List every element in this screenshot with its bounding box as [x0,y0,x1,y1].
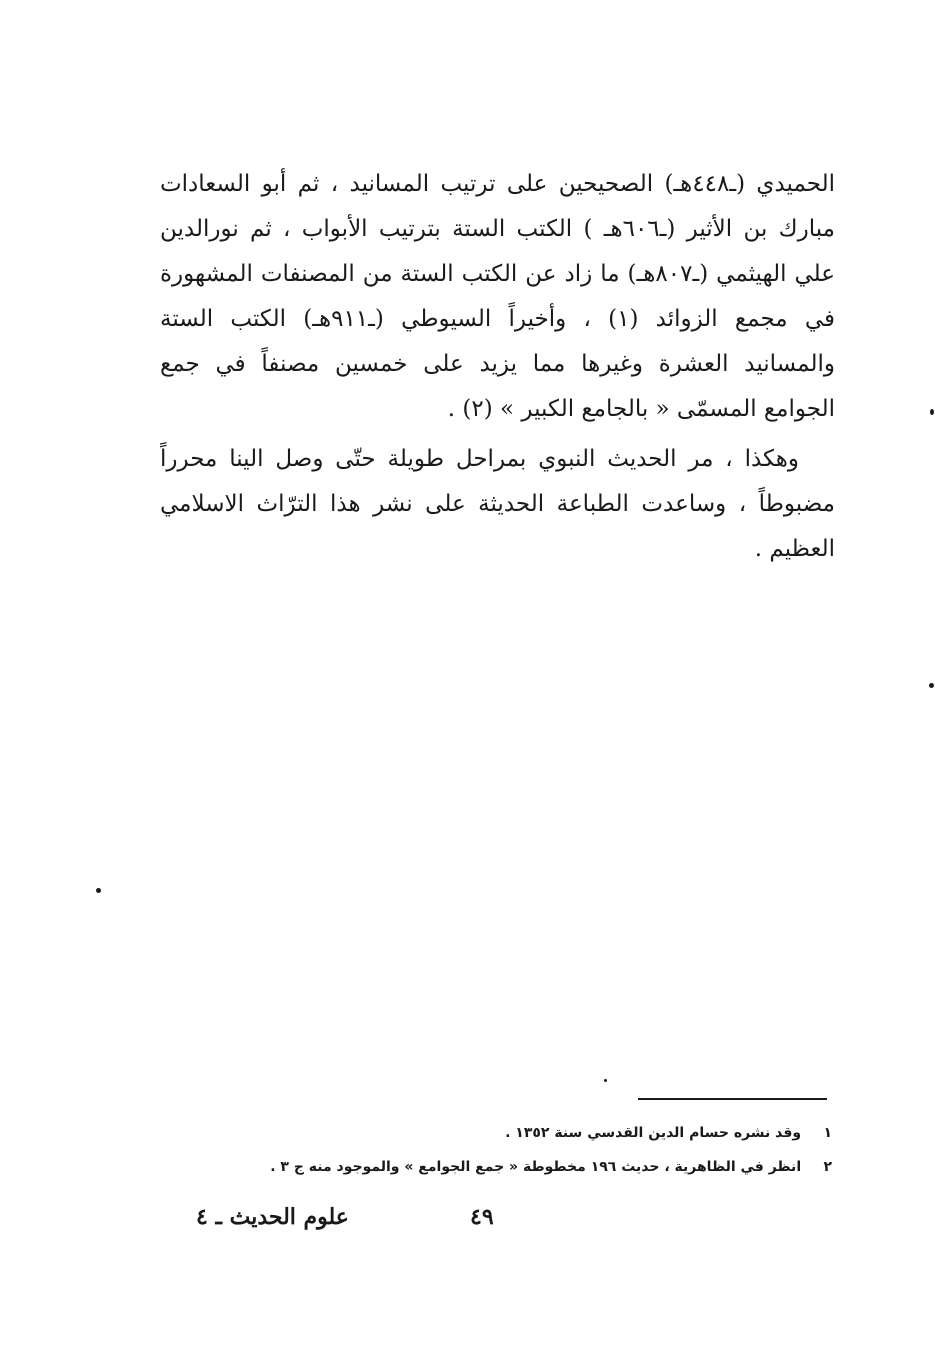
footnote-separator [638,1098,827,1100]
scan-speck [929,683,934,688]
scan-speck [604,1079,607,1082]
footnote-number: ١ [823,1125,832,1141]
scan-speck [930,409,934,415]
paragraph-1: الحميدي (ـ٤٤٨هـ) الصحيحين على ترتيب المسانيد ، ثم أبو السعادات مبارك بن الأثير (ـ٦٠٦هـ ) الكتب الستة بترتيب الأبواب ، ثم نورالدين علي الهيثمي (ـ٨٠٧هـ) ما زاد عن الكتب الستة من المصنفات المشهورة في مجمع الزوائد (١) ، وأخيراً السيوطي (ـ٩١١هـ) الكتب الستة والمسانيد العشرة وغيرها مما يزيد على خمسين مصنفاً في جمع الجوامع المسمّى « بالجامع الكبير » (٢) . [160,171,835,422]
scan-speck [96,888,101,893]
running-footer-title: علوم الحديث ـ ٤ [196,1204,349,1230]
footnotes [220,1116,832,1184]
footnote-number: ٢ [823,1159,832,1175]
footnote-text: انظر في الظاهرية ، حديث ١٩٦ مخطوطة « جمع الجوامع » والموجود منه ج ٣ . [270,1159,802,1175]
page-number: ٤٩ [470,1204,494,1230]
footnote-text: وقد نشره حسام الدين القدسي سنة ١٣٥٢ . [505,1125,802,1141]
footnote-1 [220,1116,832,1150]
footnote-2 [220,1150,832,1184]
paragraph-2: وهكذا ، مر الحديث النبوي بمراحل طويلة حتّى وصل الينا محرراً مضبوطاً ، وساعدت الطباعة الحديثة على نشر هذا الترّاث الاسلامي العظيم . [160,446,835,562]
